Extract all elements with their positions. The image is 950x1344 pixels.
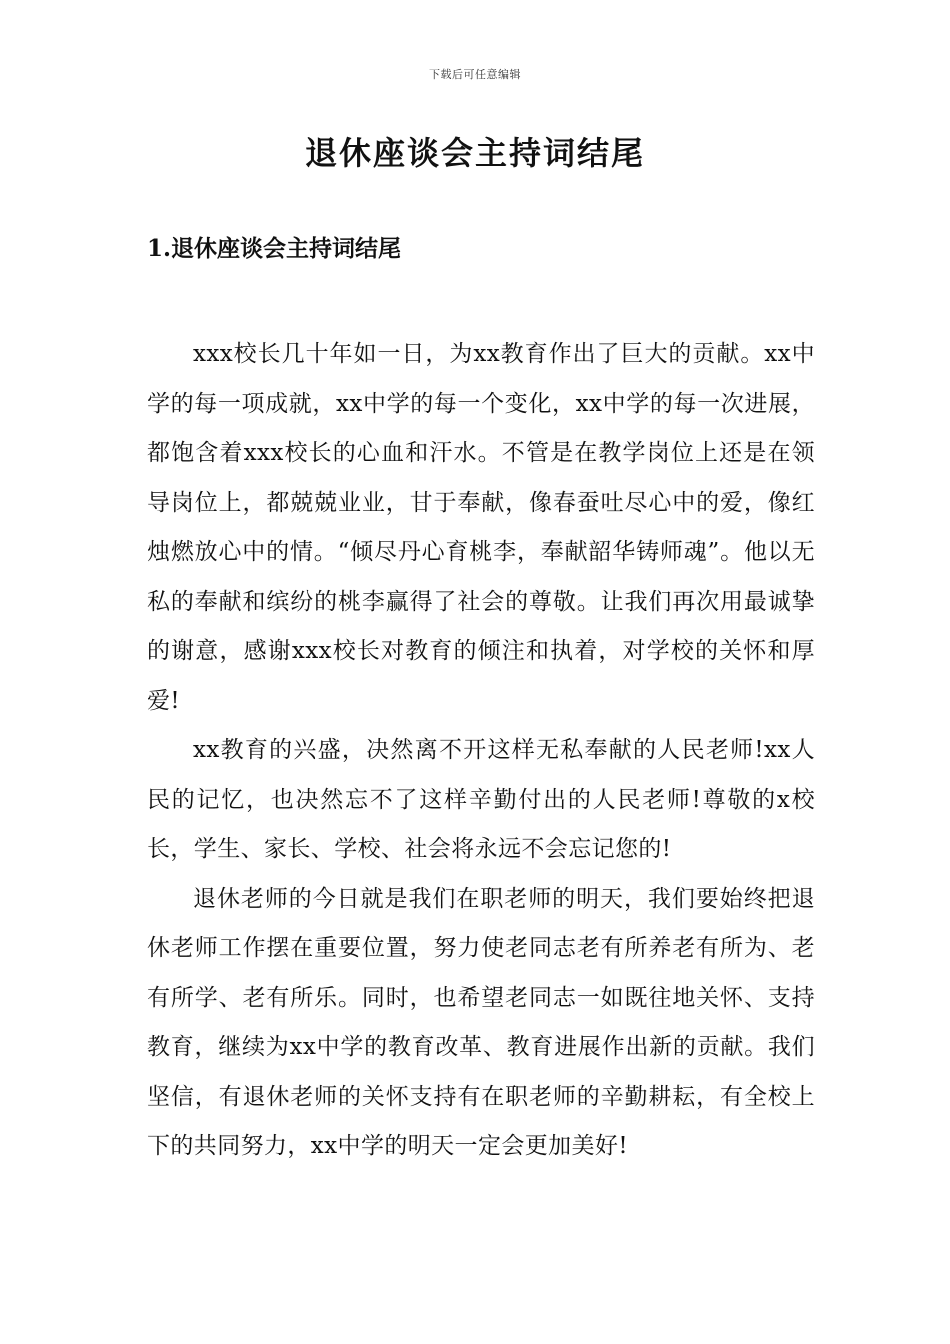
document-title: 退休座谈会主持词结尾 xyxy=(304,134,645,172)
section-heading: 1.退休座谈会主持词结尾 xyxy=(147,235,402,262)
paragraph-2: xx教育的兴盛，决然离不开这样无私奉献的人民老师!xx人民的记忆，也决然忘不了这样辛勤付出的人民老师!尊敬的x校长，学生、家长、学校、社会将永远不会忘记您的! xyxy=(147,737,815,862)
header-note: 下载后可任意编辑 xyxy=(429,68,521,81)
paragraph-3: 退休老师的今日就是我们在职老师的明天，我们要始终把退休老师工作摆在重要位置，努力使老同志老有所养老有所为、老有所学、老有所乐。同时，也希望老同志一如既往地关怀、支持教育，继续为xx中学的教育改革、教育进展作出新的贡献。我们坚信，有退休老师的关怀支持有在职老师的辛勤耕耘，有全校上下的共同努力，xx中学的明天一定会更加美好! xyxy=(147,885,815,1159)
paragraph-1: xxx校长几十年如一日，为xx教育作出了巨大的贡献。xx中学的每一项成就，xx中学的每一个变化，xx中学的每一次进展，都饱含着xxx校长的心血和汗水。不管是在教学岗位上还是在领导岗位上，都兢兢业业，甘于奉献，像春蚕吐尽心中的爱，像红烛燃放心中的情。“倾尽丹心育桃李，奉献韶华铸师魂”。他以无私的奉献和缤纷的桃李赢得了社会的尊敬。让我们再次用最诚挚的谢意，感谢xxx校长对教育的倾注和执着，对学校的关怀和厚爱! xyxy=(147,341,815,714)
body-text xyxy=(147,330,815,1172)
